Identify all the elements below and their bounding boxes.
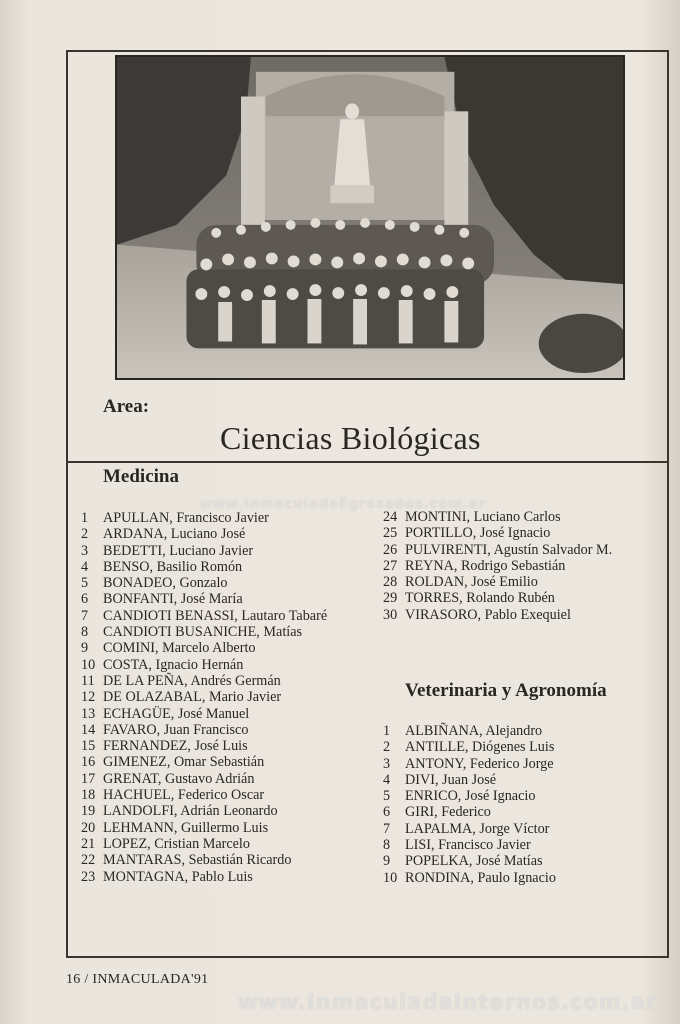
list-item: 27 REYNA, Rodrigo Sebastián xyxy=(383,557,566,574)
list-item: 7 LAPALMA, Jorge Víctor xyxy=(383,820,550,837)
list-item: 6 GIRI, Federico xyxy=(383,804,491,821)
list-item: 7 CANDIOTI BENASSI, Lautaro Tabaré xyxy=(81,607,328,624)
veterinaria-title: Veterinaria y Agronomía xyxy=(405,680,607,701)
area-title: Ciencias Biológicas xyxy=(220,420,481,456)
list-item: 18 HACHUEL, Federico Oscar xyxy=(81,787,265,804)
list-item: 5 BONADEO, Gonzalo xyxy=(81,575,228,592)
list-item: 19 LANDOLFI, Adrián Leonardo xyxy=(81,803,278,820)
list-item: 3 ANTONY, Federico Jorge xyxy=(383,755,554,772)
list-item: 24 MONTINI, Luciano Carlos xyxy=(383,509,561,525)
list-item: 20 LEHMANN, Guillermo Luis xyxy=(81,819,269,836)
watermark-top: www.InmaculadaEgresados.com.ar xyxy=(200,497,486,512)
list-item: 15 FERNANDEZ, José Luis xyxy=(81,738,248,755)
list-item: 2 ANTILLE, Diógenes Luis xyxy=(383,739,555,756)
list-item: 12 DE OLAZABAL, Mario Javier xyxy=(81,689,282,706)
list-item: 10 RONDINA, Paulo Ignacio xyxy=(383,869,556,886)
group-photo-drawing xyxy=(117,57,623,378)
list-item: 9 COMINI, Marcelo Alberto xyxy=(81,640,256,657)
list-item: 9 POPELKA, José Matías xyxy=(383,853,543,870)
list-item: 10 COSTA, Ignacio Hernán xyxy=(81,656,244,673)
area-label: Area: xyxy=(103,396,150,417)
watermark-bottom: www.InmaculadaInternos.com.ar xyxy=(238,990,658,1014)
list-item: 5 ENRICO, José Ignacio xyxy=(383,788,536,805)
list-item: 2 ARDANA, Luciano José xyxy=(81,526,246,543)
list-item: 13 ECHAGÜE, José Manuel xyxy=(81,705,250,722)
list-item: 14 FAVARO, Juan Francisco xyxy=(81,721,249,738)
list-item: 8 CANDIOTI BUSANICHE, Matías xyxy=(81,624,303,641)
list-item: 1 ALBIÑANA, Alejandro xyxy=(383,723,543,739)
list-item: 17 GRENAT, Gustavo Adrián xyxy=(81,770,255,787)
list-item: 23 MONTAGNA, Pablo Luis xyxy=(81,868,253,885)
section-divider xyxy=(66,461,669,463)
list-item: 6 BONFANTI, José María xyxy=(81,591,243,608)
list-item: 22 MANTARAS, Sebastián Ricardo xyxy=(81,852,292,869)
group-photo xyxy=(115,55,625,380)
list-item: 16 GIMENEZ, Omar Sebastián xyxy=(81,754,265,771)
medicina-list-column-1 xyxy=(81,510,327,885)
list-item: 3 BEDETTI, Luciano Javier xyxy=(81,542,254,559)
list-item: 30 VIRASORO, Pablo Exequiel xyxy=(383,606,571,623)
list-item: 4 DIVI, Juan José xyxy=(383,771,497,788)
list-item: 28 ROLDAN, José Emilio xyxy=(383,574,538,591)
list-item: 1 APULLAN, Francisco Javier xyxy=(81,510,269,526)
list-item: 4 BENSO, Basilio Romón xyxy=(81,558,243,575)
list-item: 25 PORTILLO, José Ignacio xyxy=(383,525,551,542)
list-item: 29 TORRES, Rolando Rubén xyxy=(383,590,555,607)
list-item: 26 PULVIRENTI, Agustín Salvador M. xyxy=(383,541,613,558)
page-footer: 16 / INMACULADA'91 xyxy=(66,972,209,987)
list-item: 11 DE LA PEÑA, Andrés Germán xyxy=(81,672,281,689)
veterinaria-list xyxy=(383,723,556,886)
list-item: 8 LISI, Francisco Javier xyxy=(383,837,531,854)
medicina-title: Medicina xyxy=(103,466,179,487)
medicina-list-column-2 xyxy=(383,509,612,623)
list-item: 21 LOPEZ, Cristian Marcelo xyxy=(81,835,250,852)
